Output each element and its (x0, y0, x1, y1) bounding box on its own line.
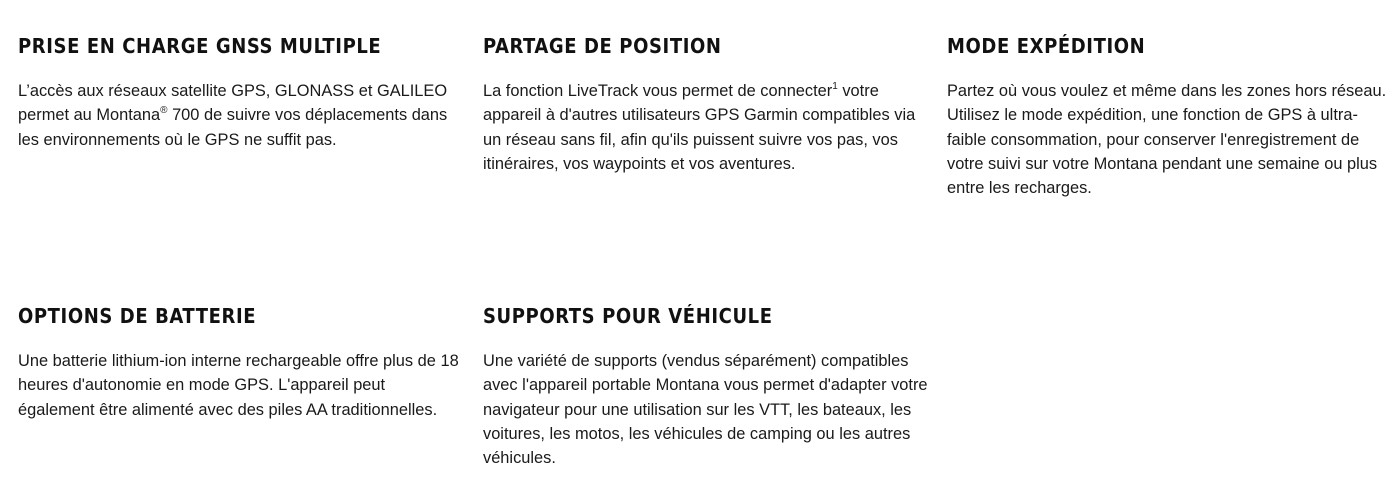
feature-description: Une batterie lithium-ion interne rechargeable offre plus de 18 heures d'autonomie en mode GPS. L'appareil peut également être alimenté avec des piles AA traditionnelles. (18, 352, 459, 419)
feature-title: SUPPORTS POUR VÉHICULE (483, 304, 773, 328)
feature-expedition-mode (947, 33, 1392, 200)
feature-gnss (18, 33, 463, 152)
description-text: 700 de suivre vos déplacements dans les environnements où le GPS ne suffit pas. (18, 106, 448, 149)
footnote-marker: 1 (832, 80, 838, 92)
feature-description: Une variété de supports (vendus séparément) compatibles avec l'appareil portable Montana vous permet d'adapter votre navigateur pour une utilisation sur les VTT, les bateaux, les voitures, les motos, les véhicules de camping ou les autres véhicules. (483, 352, 928, 468)
feature-title: MODE EXPÉDITION (947, 34, 1146, 58)
feature-description (483, 79, 928, 176)
feature-vehicle-mounts (483, 303, 928, 470)
feature-battery-options (18, 303, 463, 422)
description-text: votre appareil à d'autres utilisateurs GPS Garmin compatibles via un réseau sans fil, afin qu'ils puissent suivre vos pas, vos itinéraires, vos waypoints et vos aventures. (483, 82, 916, 173)
feature-title: PARTAGE DE POSITION (483, 34, 722, 58)
registered-trademark-mark: ® (160, 104, 168, 116)
description-text: La fonction LiveTrack vous permet de connecter (483, 82, 833, 100)
feature-description (18, 79, 463, 152)
feature-location-sharing (483, 33, 928, 176)
feature-title: PRISE EN CHARGE GNSS MULTIPLE (18, 34, 382, 58)
feature-title: OPTIONS DE BATTERIE (18, 304, 257, 328)
description-text: L’accès aux réseaux satellite GPS, GLONASS et GALILEO permet au Montana (18, 82, 448, 125)
feature-description: Partez où vous voulez et même dans les zones hors réseau. Utilisez le mode expédition, une fonction de GPS à ultra-faible consommation, pour conserver l'enregistrement de votre suivi sur votre Montana pendant une semaine ou plus entre les recharges. (947, 82, 1387, 198)
